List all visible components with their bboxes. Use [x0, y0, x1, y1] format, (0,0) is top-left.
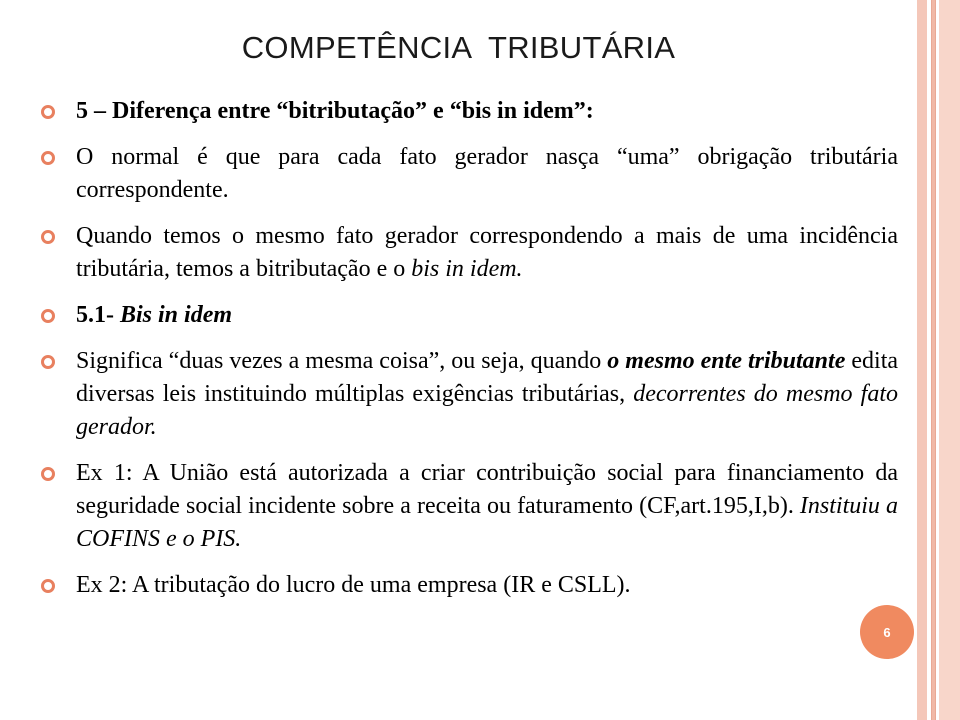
bullet-text-italic: Instituiu a COFINS e o PIS.: [76, 493, 898, 552]
slide-title: COMPETÊNCIA TRIBUTÁRIA: [241, 30, 676, 65]
bullet-text: Ex 1: A União está autorizada a criar contribuição social para financiamento da seguridade social incidente sobre a receita ou faturamento (CF,art.195,I,b).: [76, 460, 898, 519]
bullet-item: [40, 345, 898, 444]
bullet-item: [40, 141, 898, 207]
ring-bullet-icon: [40, 150, 56, 166]
bullet-text: O normal é que para cada fato gerador nasça “uma” obrigação tributária correspondente.: [76, 144, 898, 203]
bullet-text-bold-italic: Bis in idem: [120, 302, 233, 328]
ring-bullet-icon: [40, 308, 56, 324]
ring-bullet-icon: [40, 104, 56, 120]
bullet-item: [40, 220, 898, 286]
bullet-text-bold-italic: o mesmo ente tributante: [607, 348, 846, 374]
decorative-stripe: [939, 0, 960, 720]
bullet-text-italic: decorrentes do mesmo fato gerador.: [76, 381, 898, 440]
decorative-line: [931, 0, 932, 720]
bullet-item: [40, 95, 898, 128]
bullet-text: 5 – Diferença entre “bitributação” e “bis in idem”:: [76, 98, 594, 124]
page-number-badge: 6: [860, 605, 914, 659]
bullet-item: [40, 569, 898, 602]
bullet-list: [40, 95, 898, 615]
bullet-text: Quando temos o mesmo fato gerador correspondendo a mais de uma incidência tributária, temos a bitributação e o: [76, 223, 898, 282]
decorative-stripe: [917, 0, 927, 720]
ring-bullet-icon: [40, 354, 56, 370]
bullet-text-italic: bis in idem.: [411, 256, 523, 282]
ring-bullet-icon: [40, 229, 56, 245]
bullet-text: edita diversas leis instituindo múltiplas exigências tributárias,: [76, 348, 899, 407]
bullet-item: [40, 457, 898, 556]
bullet-item: [40, 299, 898, 332]
bullet-text: 5.1-: [76, 302, 120, 328]
bullet-text: Significa “duas vezes a mesma coisa”, ou seja, quando: [76, 348, 608, 374]
ring-bullet-icon: [40, 578, 56, 594]
bullet-text: Ex 2: A tributação do lucro de uma empresa (IR e CSLL).: [76, 572, 631, 598]
decorative-line: [935, 0, 936, 720]
ring-bullet-icon: [40, 466, 56, 482]
